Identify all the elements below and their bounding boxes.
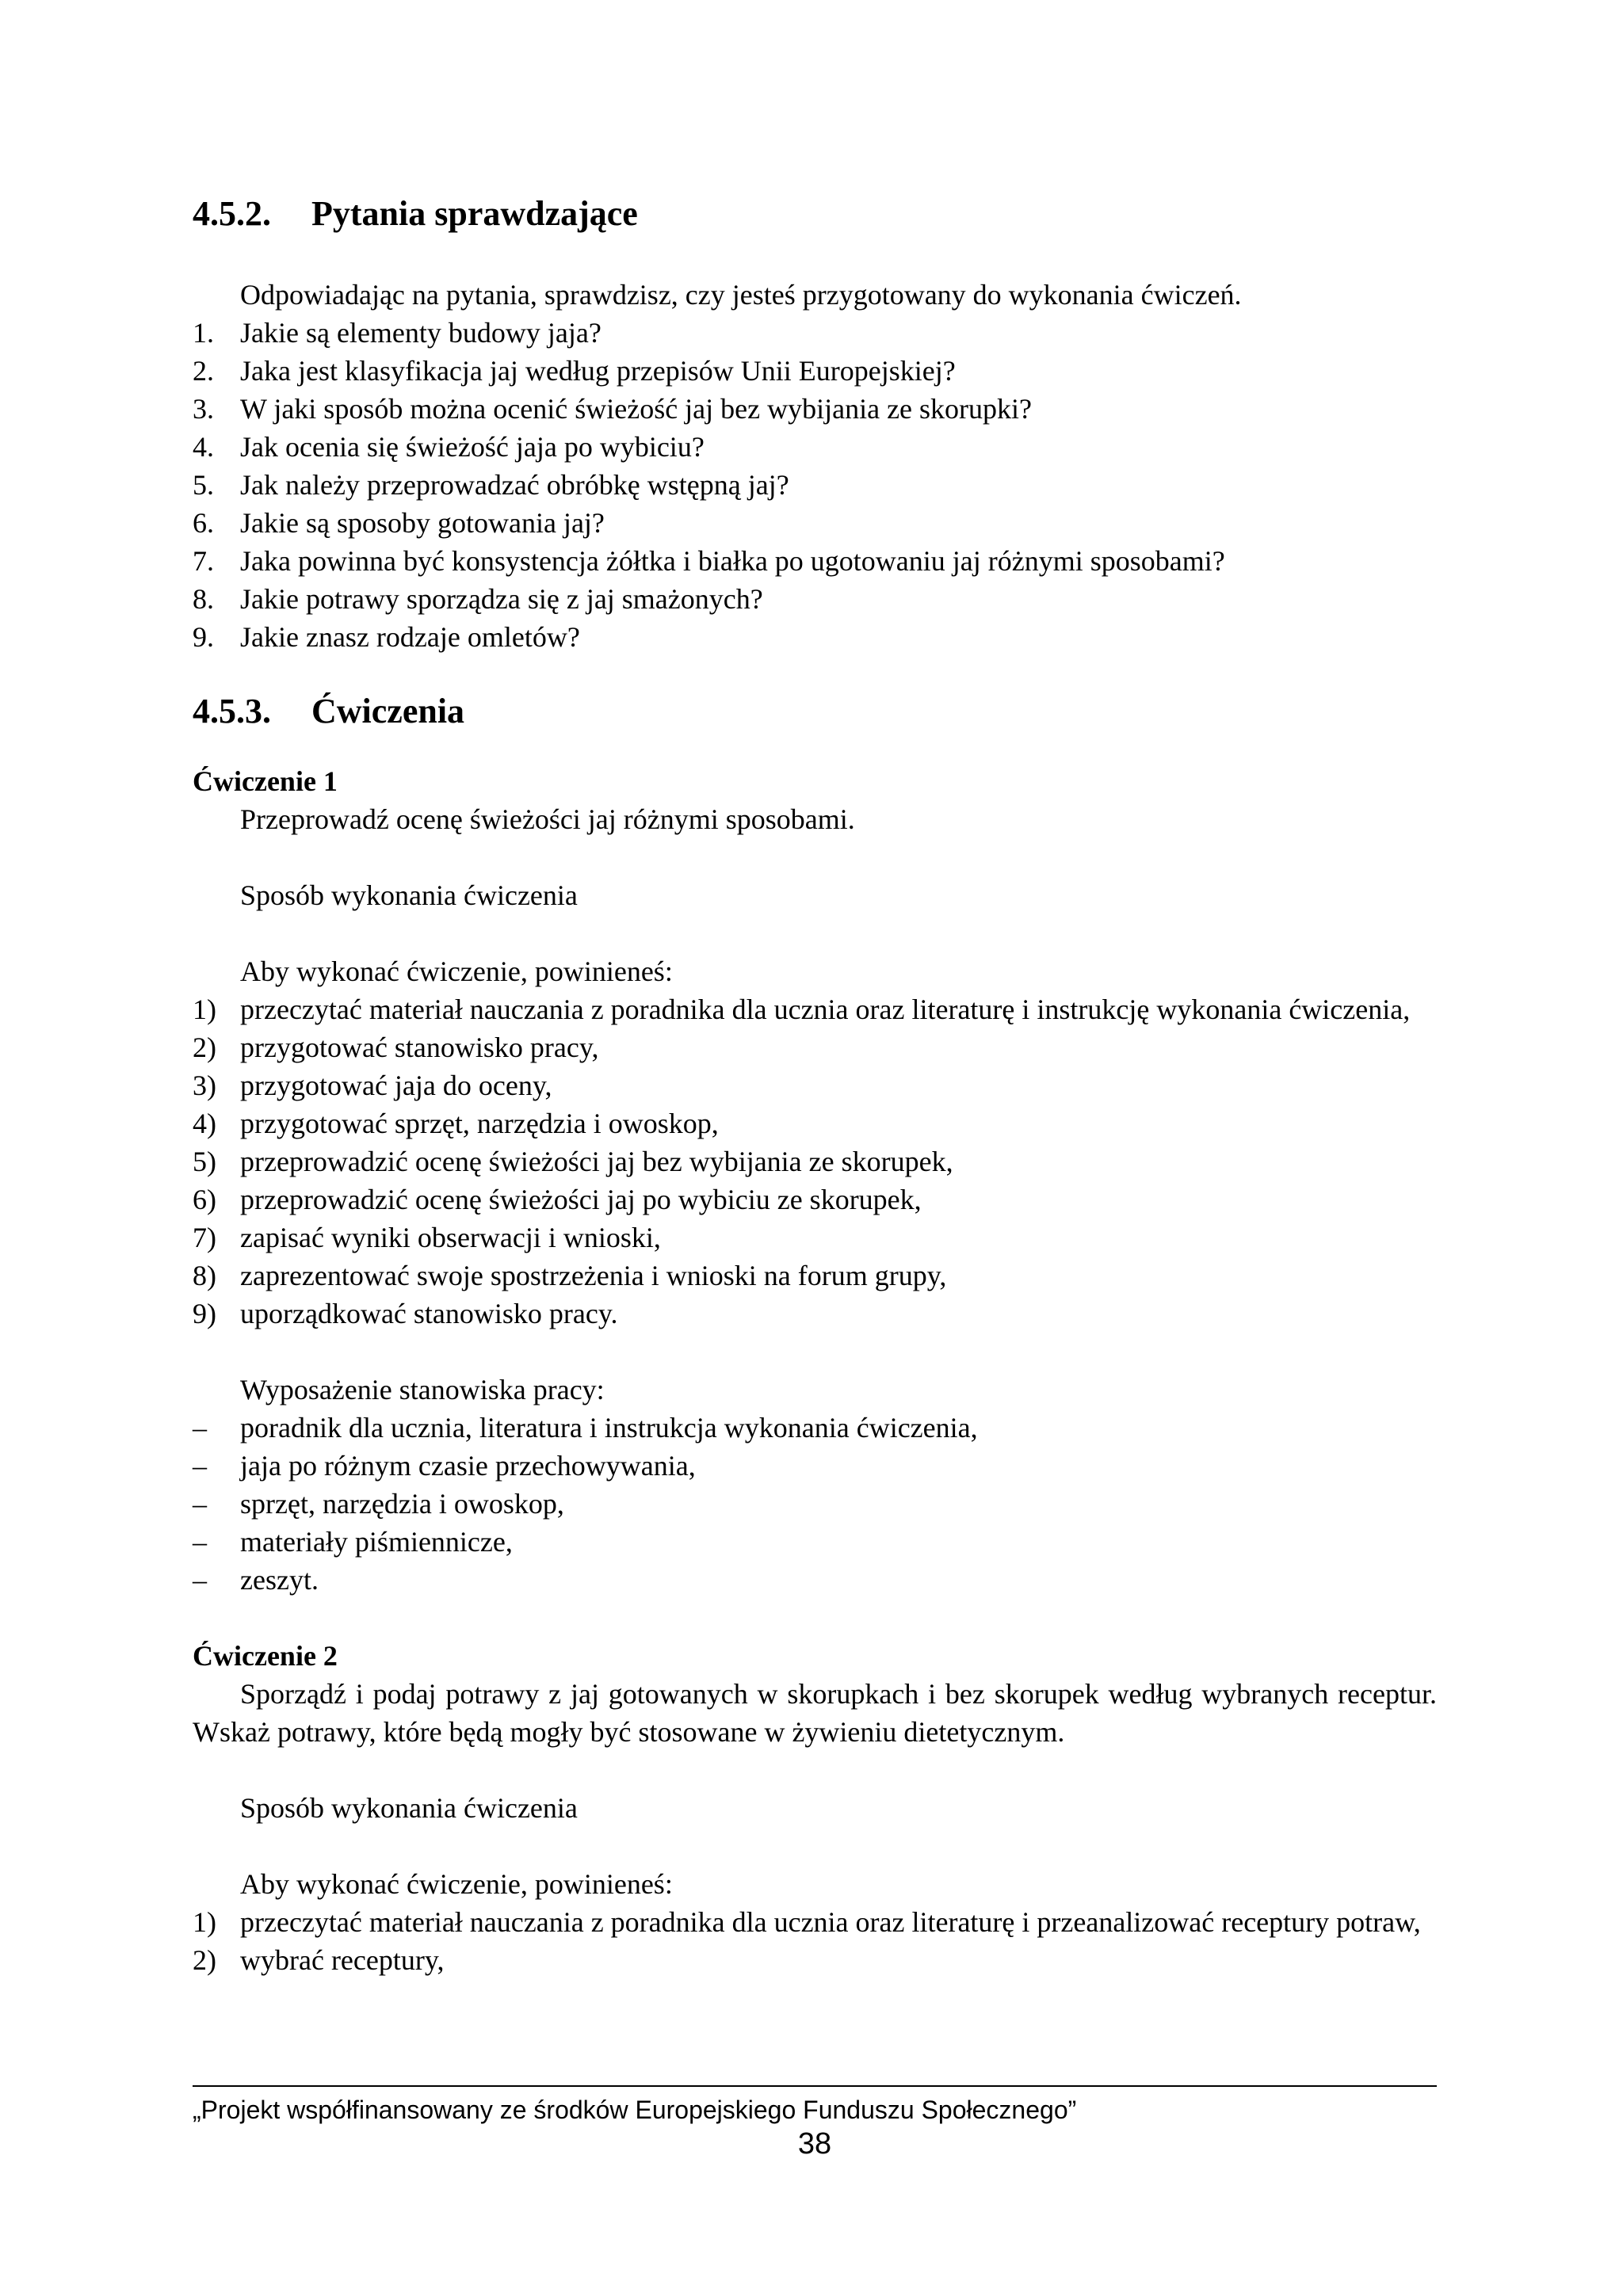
- dash-marker: –: [193, 1450, 207, 1482]
- section-heading-exercises: [193, 688, 1437, 735]
- equipment-text: jaja po różnym czasie przechowywania,: [240, 1450, 696, 1482]
- list-item: [193, 314, 1437, 352]
- exercise-1-title: Ćwiczenie 1: [193, 765, 338, 797]
- equipment-text: zeszyt.: [240, 1564, 319, 1596]
- list-marker: 6): [193, 1184, 216, 1215]
- list-item: [193, 504, 1437, 542]
- question-text: Jakie są sposoby gotowania jaj?: [240, 507, 605, 539]
- question-text: Jaka jest klasyfikacja jaj według przepisów Unii Europejskiej?: [240, 355, 956, 387]
- questions-intro: Odpowiadając na pytania, sprawdzisz, czy jesteś przygotowany do wykonania ćwiczeń.: [240, 279, 1242, 311]
- step-text: przygotować sprzęt, narzędzia i owoskop,: [240, 1108, 719, 1139]
- exercise-1-task: Przeprowadź ocenę świeżości jaj różnymi sposobami.: [240, 803, 855, 835]
- list-marker: 4): [193, 1108, 216, 1139]
- list-item: [193, 1028, 1437, 1066]
- list-marker: 3.: [193, 393, 214, 425]
- exercise-1-equipment-list: [193, 1409, 1437, 1599]
- list-item: [193, 390, 1437, 428]
- list-item: [193, 618, 1437, 656]
- list-marker: 5.: [193, 469, 214, 501]
- list-marker: 6.: [193, 507, 214, 539]
- list-item: [193, 1409, 1437, 1447]
- list-item: [193, 1561, 1437, 1599]
- list-item: [193, 1104, 1437, 1142]
- list-marker: 7.: [193, 545, 214, 577]
- dash-marker: –: [193, 1488, 207, 1520]
- step-text: wybrać receptury,: [240, 1944, 445, 1976]
- exercise-1-steps-intro: Aby wykonać ćwiczenie, powinieneś:: [240, 955, 673, 987]
- step-text: przeczytać materiał nauczania z poradnika dla ucznia oraz literaturę i przeanalizować receptury potraw,: [240, 1906, 1421, 1938]
- section-number: 4.5.2.: [193, 194, 271, 233]
- step-text: przygotować jaja do oceny,: [240, 1070, 552, 1101]
- list-marker: 4.: [193, 431, 214, 463]
- list-item: [193, 1180, 1437, 1219]
- list-item: [193, 1941, 1437, 1979]
- list-item: [193, 1066, 1437, 1104]
- list-item: [193, 542, 1437, 580]
- exercise-1-steps-list: [193, 990, 1437, 1333]
- dash-marker: –: [193, 1526, 207, 1558]
- list-item: [193, 990, 1437, 1028]
- list-marker: 2): [193, 1032, 216, 1063]
- exercise-2-method-heading: Sposób wykonania ćwiczenia: [240, 1792, 578, 1824]
- list-item: [193, 1257, 1437, 1295]
- dash-marker: –: [193, 1412, 207, 1444]
- list-marker: 9.: [193, 621, 214, 653]
- section-title: Pytania sprawdzające: [311, 194, 638, 233]
- question-text: Jakie potrawy sporządza się z jaj smażonych?: [240, 583, 763, 615]
- list-item: [193, 466, 1437, 504]
- list-marker: 2.: [193, 355, 214, 387]
- exercise-1-equipment-intro: Wyposażenie stanowiska pracy:: [240, 1374, 605, 1405]
- page-footer: [193, 2085, 1437, 2161]
- list-marker: 1.: [193, 317, 214, 349]
- question-text: Jakie znasz rodzaje omletów?: [240, 621, 580, 653]
- question-text: Jak należy przeprowadzać obróbkę wstępną jaj?: [240, 469, 789, 501]
- list-item: [193, 1219, 1437, 1257]
- list-marker: 7): [193, 1222, 216, 1253]
- question-text: Jaka powinna być konsystencja żółtka i białka po ugotowaniu jaj różnymi sposobami?: [240, 545, 1225, 577]
- list-item: [193, 1485, 1437, 1523]
- questions-list: [193, 314, 1437, 656]
- list-marker: 2): [193, 1944, 216, 1976]
- step-text: przeczytać materiał nauczania z poradnika dla ucznia oraz literaturę i instrukcję wykonania ćwiczenia,: [240, 994, 1411, 1025]
- question-text: W jaki sposób można ocenić świeżość jaj bez wybijania ze skorupki?: [240, 393, 1033, 425]
- list-item: [193, 1903, 1437, 1941]
- step-text: zaprezentować swoje spostrzeżenia i wnioski na forum grupy,: [240, 1260, 947, 1291]
- list-item: [193, 428, 1437, 466]
- section-title: Ćwiczenia: [311, 692, 465, 730]
- list-item: [193, 1142, 1437, 1180]
- step-text: przygotować stanowisko pracy,: [240, 1032, 599, 1063]
- exercise-2-steps-list: [193, 1903, 1437, 1979]
- question-text: Jak ocenia się świeżość jaja po wybiciu?: [240, 431, 705, 463]
- list-marker: 1): [193, 1906, 216, 1938]
- footer-text: „Projekt współfinansowany ze środków Europejskiego Funduszu Społecznego”: [193, 2096, 1077, 2124]
- dash-marker: –: [193, 1564, 207, 1596]
- list-marker: 3): [193, 1070, 216, 1101]
- list-item: [193, 1447, 1437, 1485]
- list-marker: 5): [193, 1146, 216, 1177]
- list-item: [193, 1523, 1437, 1561]
- exercise-2-title: Ćwiczenie 2: [193, 1640, 338, 1672]
- list-item: [193, 352, 1437, 390]
- list-marker: 1): [193, 994, 216, 1025]
- page-number: 38: [797, 2127, 832, 2161]
- question-text: Jakie są elementy budowy jaja?: [240, 317, 601, 349]
- exercise-2-task: Sporządź i podaj potrawy z jaj gotowanych w skorupkach i bez skorupek według wybranych receptur. Wskaż potrawy, które będą mogły być stosowane w żywieniu dietetycznym.: [193, 1678, 1437, 1748]
- step-text: zapisać wyniki obserwacji i wnioski,: [240, 1222, 661, 1253]
- step-text: przeprowadzić ocenę świeżości jaj po wybiciu ze skorupek,: [240, 1184, 922, 1215]
- step-text: przeprowadzić ocenę świeżości jaj bez wybijania ze skorupek,: [240, 1146, 953, 1177]
- equipment-text: sprzęt, narzędzia i owoskop,: [240, 1488, 564, 1520]
- list-marker: 9): [193, 1298, 216, 1329]
- exercise-1-method-heading: Sposób wykonania ćwiczenia: [240, 879, 578, 911]
- equipment-text: materiały piśmiennicze,: [240, 1526, 513, 1558]
- list-item: [193, 1295, 1437, 1333]
- exercise-2-steps-intro: Aby wykonać ćwiczenie, powinieneś:: [240, 1868, 673, 1900]
- page-content: [193, 190, 1437, 1979]
- list-marker: 8): [193, 1260, 216, 1291]
- list-item: [193, 580, 1437, 618]
- equipment-text: poradnik dla ucznia, literatura i instrukcja wykonania ćwiczenia,: [240, 1412, 978, 1444]
- section-heading-checking-questions: [193, 190, 1437, 238]
- list-marker: 8.: [193, 583, 214, 615]
- section-number: 4.5.3.: [193, 692, 271, 730]
- step-text: uporządkować stanowisko pracy.: [240, 1298, 618, 1329]
